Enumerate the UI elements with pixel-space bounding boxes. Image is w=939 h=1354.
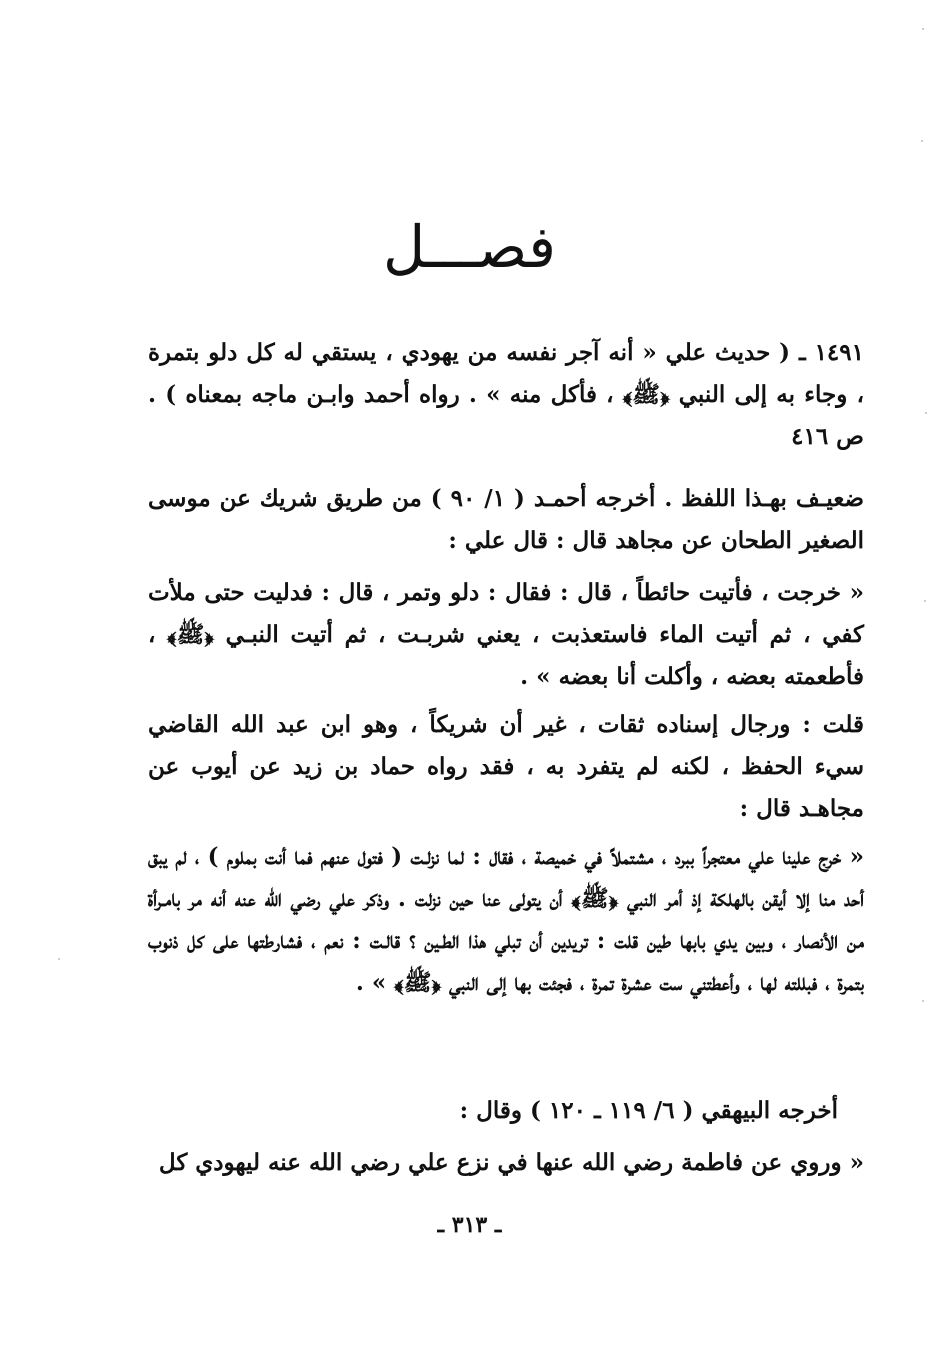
paragraph-commentary: [148, 704, 864, 830]
paragraph-quote-fatima: [148, 1142, 864, 1184]
paragraph-quote-ali-2: [148, 836, 864, 1004]
section-heading: فصـــل: [383, 213, 556, 281]
scan-speck: [58, 958, 60, 960]
hadith-text: ١٤٩١ ـ ( حديث علي « أنه آجر نفسه من يهودي ، يستقي له كل دلو بتمرة ، وجاء به إلى النبي ﴿ﷺ﴾ ، فأكل منه » . رواه أحمد وابـن ماجه بمعناه ) . ص ٤١٦: [148, 339, 864, 450]
page-number: ـ ٣١٣ ـ: [437, 1212, 502, 1238]
paragraph-hadith-1491: [148, 332, 864, 458]
quote-text: « وروي عن فاطمة رضي الله عنها في نزع علي رضي الله عنه ليهودي كل: [158, 1149, 864, 1176]
quote-text: « خرجت ، فأتيت حائطاً ، قال : فقال : دلو وتمر ، قال : فدليت حتى ملأت كفي ، ثم أتيت الماء فاستعذبت ، يعني شربـت ، ثم أتيت النبـي ﴿ﷺ﴾ ، فأطعمته بعضه ، وأكلت أنا بعضه » .: [148, 579, 864, 690]
quote-text: « خرج علينا علي معتجراً ببرد ، مشتملاً في خميصة ، فقال : لما نزلـت ( فتول عنهم فما أنت بملوم ) ، لم يبق أحد منا إلا أيقن بالهلكة إذ أمر النبي ﴿ﷺ﴾ أن يتولى عنا حين نزلت . وذكر علي رضي الله عنه أنه مر بامـرأة من الأنصار ، وبين يدي بابها طين قلت : تريدين أن تبلي هذا الطـين ؟ قالـت : نعم ، فشارطتها على كل ذنوب بتمرة ، فبللته لها ، وأعطتني ست عشرة تمرة ، فجئت بها إلى النبي ﴿ﷺ﴾ » .: [148, 843, 864, 996]
paragraph-quote-ali-1: [148, 572, 864, 698]
takhrij-text: أخرجه البيهقي ( ٦/ ١١٩ ـ ١٢٠ ) وقال :: [459, 1097, 838, 1124]
scan-speck: [925, 412, 927, 414]
paragraph-takhrij-ahmad: [148, 478, 864, 562]
commentary-text: قلت : ورجال إسناده ثقات ، غير أن شريكاً ، وهو ابن عبد الله القاضي سيء الحفظ ، لكنه لم يتفرد به ، فقد رواه حماد بن زيد عن أيوب عن مجاهـد قال :: [148, 711, 864, 822]
takhrij-text: ضعيـف بهـذا اللفظ . أخرجه أحمـد ( ١/ ٩٠ ) من طريق شريك عن موسى الصغير الطحان عن مجاهد قال : قال علي :: [148, 485, 864, 554]
scan-speck: [922, 28, 924, 30]
scan-speck: [924, 600, 926, 602]
scan-speck: [922, 1000, 924, 1002]
paragraph-takhrij-bayhaqi: [148, 1090, 864, 1132]
scan-speck: [921, 140, 923, 142]
